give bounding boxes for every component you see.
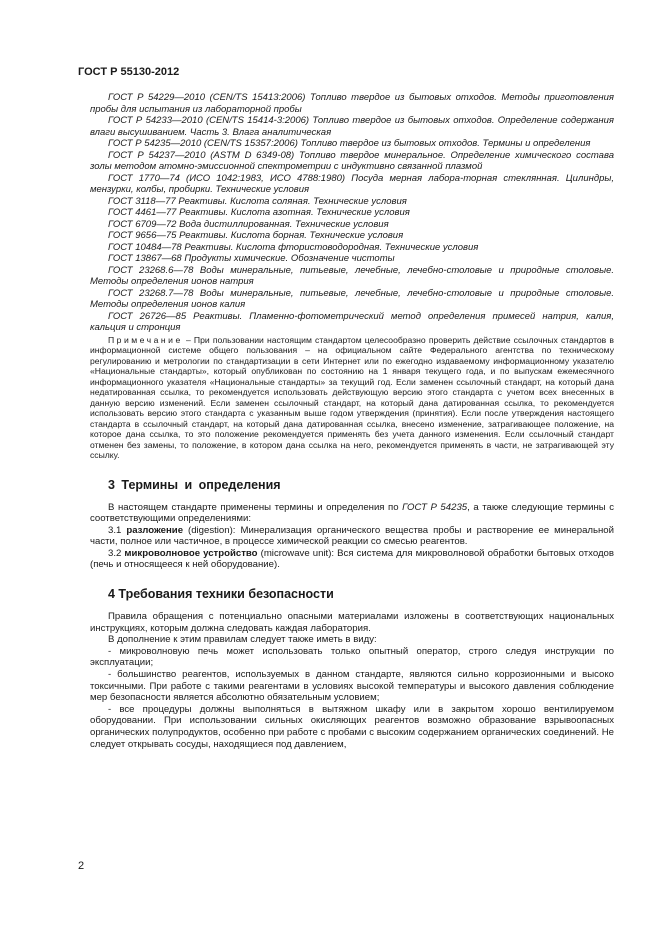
terms-intro xyxy=(90,502,614,525)
term-number: 3.2 xyxy=(108,547,125,559)
section-4-title: 4 Требования техники безопасности xyxy=(108,587,334,602)
reference-item: ГОСТ 9656—75 Реактивы. Кислота борная. Технические условия xyxy=(108,230,404,241)
term-definition: (digestion): Минерализация органического вещества пробы и растворение ее минеральной части, полное или частичное, в процессе химической реакции со смесью реагентов. xyxy=(90,524,614,548)
reference-item: ГОСТ 23268.7—78 Воды минеральные, питьевые, лечебные, лечебно-столовые и природные столовые. Методы определения ионов калия xyxy=(90,287,614,310)
page-body xyxy=(90,92,614,750)
reference-item: ГОСТ 1770—74 (ИСО 1042:1983, ИСО 4788:1980) Посуда мерная лабора-торная стеклянная. Цилиндры, мензурки, колбы, пробирки. Технические условия xyxy=(90,172,614,195)
reference-item: ГОСТ 13867—68 Продукты химические. Обозначение чистоты xyxy=(108,253,395,264)
note-text: – При пользовании настоящим стандартом целесообразно проверить действие ссылочных стандартов в информационной системе общего пользования – на официальном сайте Федерального агентства по техническому регулированию и метрологии по стандартизации в сети Интернет или по ежегодно издаваемому информационному указателю «Национальные стандарты», который опубликован по состоянию на 1 января текущего года, и по выпускам ежемесячного информационного указателя «Национальные стандарты» за текущий год. Если заменен ссылочный стандарт, на который дана недатированная ссылка, то рекомендуется использовать действующую версию этого стандарта с учетом всех внесенных в данную версию изменений. Если заменен ссылочный стандарт, на который дана датированная ссылка, то рекомендуется использовать версию этого стандарта с указанным выше годом утверждения (принятия). Если после утверждения настоящего стандарта в ссылочный стандарт, на который дана датированная ссылка, внесено изменение, затрагивающее положение, на которое дана ссылка, то это положение рекомендуется применять без учета данного изменения. Если ссылочный стандарт отменен без замены, то положение, в котором дана ссылка на него, рекомендуется применять в части, не затрагивающей эту ссылку. xyxy=(90,334,614,460)
reference-item: ГОСТ 10484—78 Реактивы. Кислота фтористоводородная. Технические условия xyxy=(108,241,479,253)
term-definition: (microwave unit): Вся система для микроволновой обработки бытовых отходов (печь и относящееся к ней оборудование). xyxy=(90,547,614,571)
section-3-title: 3 Термины и определения xyxy=(108,477,281,492)
term-3-2 xyxy=(90,548,614,571)
section-4-body xyxy=(90,611,614,750)
term-3-1 xyxy=(90,525,614,548)
intro-text-end: , а также следующие термины с соответствующими определениями: xyxy=(90,501,614,525)
section-3-body xyxy=(90,502,614,572)
reference-item: ГОСТ 3118—77 Реактивы. Кислота соляная. Технические условия xyxy=(108,195,407,207)
normative-references xyxy=(90,92,614,334)
reference-item: ГОСТ 6709—72 Вода дистиллированная. Технические условия xyxy=(108,218,389,230)
term-number: 3.1 xyxy=(108,524,127,536)
safety-paragraph: - большинство реагентов, используемых в данном стандарте, являются сильно коррозионными и высоко токсичными. При работе с такими реагентами в условиях высокой температуры и высокого давления соблюдение мер безопасности является абсолютно обязательным условием; xyxy=(90,669,614,704)
safety-paragraph: - микроволновую печь может использовать только опытный оператор, строго следуя инструкции по эксплуатации; xyxy=(90,645,614,669)
term-name: разложение xyxy=(126,524,184,536)
safety-paragraph: - все процедуры должны выполняться в вытяжном шкафу или в закрытом хорошо вентилируемом оборудовании. При использовании сильных окисляющих реагентов возможно образование взрывоопасных органических полупродуктов, особенно при работе с пробами с высоким содержанием органических соединений. Не следует открывать сосуды, находящиеся под давлением, xyxy=(90,703,614,750)
reference-item: ГОСТ Р 54235—2010 (CEN/TS 15357:2006) Топливо твердое из бытовых отходов. Термины и определения xyxy=(108,138,591,149)
term-name: микроволновое устройство xyxy=(124,547,258,559)
reference-item: ГОСТ 26726—85 Реактивы. Пламенно-фотометрический метод определения примесей натрия, калия, кальция и стронция xyxy=(90,310,614,333)
references-note xyxy=(90,335,614,461)
safety-paragraph: Правила обращения с потенциально опасными материалами изложены в соответствующих национальных инструкциях, которым должна следовать каждая лаборатория. xyxy=(90,611,614,634)
reference-item: ГОСТ Р 54233—2010 (CEN/TS 15414-3:2006) Топливо твердое из бытовых отходов. Определение содержания влаги высушиванием. Часть 3. Влага аналитическая xyxy=(90,115,614,138)
safety-paragraph: В дополнение к этим правилам следует также иметь в виду: xyxy=(108,634,377,646)
reference-item: ГОСТ Р 54229—2010 (CEN/TS 15413:2006) Топливо твердое из бытовых отходов. Методы приготовления пробы для испытания из лабораторной пробы xyxy=(90,92,614,115)
reference-item: ГОСТ 23268.6—78 Воды минеральные, питьевые, лечебные, лечебно-столовые и природные столовые. Методы определения ионов натрия xyxy=(90,264,614,287)
document-header: ГОСТ Р 55130-2012 xyxy=(78,66,180,78)
intro-reference: ГОСТ Р 54235 xyxy=(402,501,468,513)
reference-item: ГОСТ 4461—77 Реактивы. Кислота азотная. Технические условия xyxy=(108,207,410,218)
reference-item: ГОСТ Р 54237—2010 (ASTM D 6349-08) Топливо твердое минеральное. Определение химического состава золы методом атомно-эмиссионной спектрометрии с индуктивно связанной плазмой xyxy=(90,149,614,172)
note-label: Примечание xyxy=(108,334,183,345)
intro-text: В настоящем стандарте применены термины и определения по xyxy=(108,501,403,513)
page-number: 2 xyxy=(78,860,85,872)
